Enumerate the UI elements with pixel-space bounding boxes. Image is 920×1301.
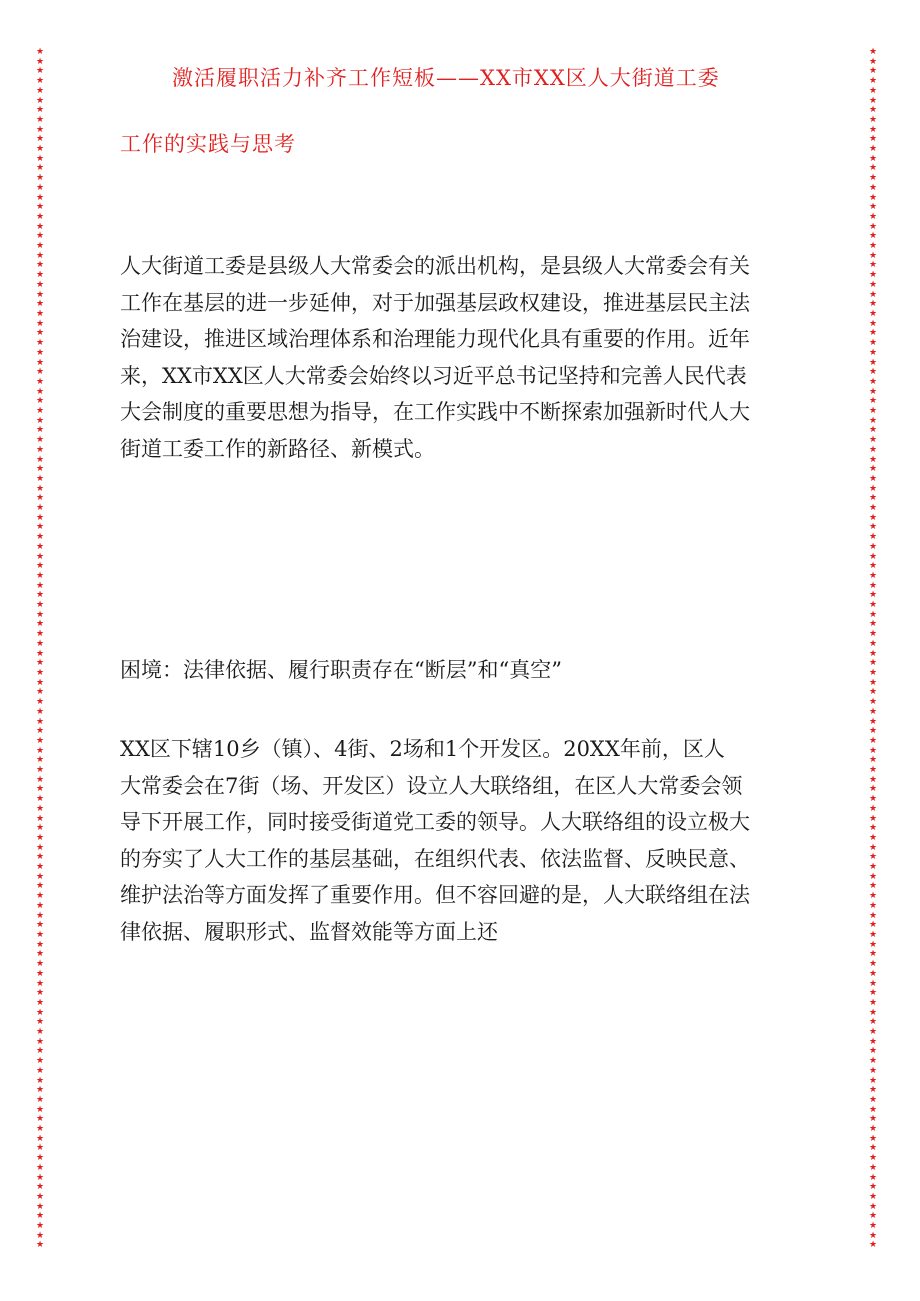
border-star-icon: ★ bbox=[35, 376, 45, 387]
border-star-icon: ★ bbox=[35, 483, 45, 494]
border-star-icon: ★ bbox=[868, 173, 878, 184]
border-star-icon: ★ bbox=[868, 503, 878, 514]
border-star-icon: ★ bbox=[35, 1036, 45, 1047]
border-star-icon: ★ bbox=[868, 823, 878, 834]
border-star-icon: ★ bbox=[868, 124, 878, 135]
border-star-icon: ★ bbox=[35, 95, 45, 106]
border-star-icon: ★ bbox=[868, 1036, 878, 1047]
border-star-icon: ★ bbox=[35, 415, 45, 426]
right-star-border bbox=[867, 48, 879, 1252]
border-star-icon: ★ bbox=[35, 299, 45, 310]
border-star-icon: ★ bbox=[868, 1221, 878, 1232]
border-star-icon: ★ bbox=[868, 76, 878, 87]
intro-paragraph bbox=[120, 248, 820, 467]
border-star-icon: ★ bbox=[868, 726, 878, 737]
border-star-icon: ★ bbox=[35, 1075, 45, 1086]
border-star-icon: ★ bbox=[35, 1124, 45, 1135]
border-star-icon: ★ bbox=[35, 1191, 45, 1202]
border-star-icon: ★ bbox=[35, 532, 45, 543]
border-star-icon: ★ bbox=[35, 803, 45, 814]
section-heading: 困境：法律依据、履行职责存在“断层”和“真空” bbox=[120, 658, 562, 682]
border-star-icon: ★ bbox=[35, 221, 45, 232]
border-star-icon: ★ bbox=[35, 629, 45, 640]
border-star-icon: ★ bbox=[35, 600, 45, 611]
border-star-icon: ★ bbox=[868, 706, 878, 717]
border-star-icon: ★ bbox=[35, 279, 45, 290]
border-star-icon: ★ bbox=[868, 590, 878, 601]
border-star-icon: ★ bbox=[868, 668, 878, 678]
border-star-icon: ★ bbox=[35, 308, 45, 319]
paragraph-line: 导下开展工作，同时接受街道党工委的领导。人大联络组的设立极大 bbox=[120, 810, 750, 834]
border-star-icon: ★ bbox=[868, 1046, 878, 1057]
border-star-icon: ★ bbox=[35, 726, 45, 737]
border-star-icon: ★ bbox=[35, 1133, 45, 1144]
border-star-icon: ★ bbox=[868, 308, 878, 319]
border-star-icon: ★ bbox=[35, 241, 45, 252]
border-star-icon: ★ bbox=[868, 105, 878, 116]
border-star-icon: ★ bbox=[868, 250, 878, 261]
border-star-icon: ★ bbox=[35, 609, 45, 620]
border-star-icon: ★ bbox=[868, 66, 878, 77]
border-star-icon: ★ bbox=[868, 1162, 878, 1173]
border-star-icon: ★ bbox=[868, 997, 878, 1008]
border-star-icon: ★ bbox=[35, 570, 45, 581]
border-star-icon: ★ bbox=[35, 978, 45, 989]
border-star-icon: ★ bbox=[868, 231, 878, 242]
border-star-icon: ★ bbox=[35, 580, 45, 591]
paragraph-line: 大会制度的重要思想为指导，在工作实践中不断探索加强新时代人大 bbox=[120, 400, 750, 424]
border-star-icon: ★ bbox=[868, 270, 878, 281]
paragraph-line: 人大街道工委是县级人大常委会的派出机构，是县级人大常委会有关 bbox=[120, 254, 750, 278]
border-star-icon: ★ bbox=[868, 1133, 878, 1144]
border-star-icon: ★ bbox=[868, 454, 878, 465]
border-star-icon: ★ bbox=[868, 202, 878, 213]
border-star-icon: ★ bbox=[868, 1211, 878, 1222]
border-star-icon: ★ bbox=[868, 949, 878, 960]
border-star-icon: ★ bbox=[35, 338, 45, 349]
border-star-icon: ★ bbox=[868, 716, 878, 727]
border-star-icon: ★ bbox=[35, 1162, 45, 1173]
document-title-line1: 激活履职活力补齐工作短板——XX市XX区人大街道工委 bbox=[172, 66, 720, 90]
border-star-icon: ★ bbox=[868, 328, 878, 339]
border-star-icon: ★ bbox=[35, 716, 45, 727]
border-star-icon: ★ bbox=[35, 1201, 45, 1212]
border-star-icon: ★ bbox=[868, 153, 878, 164]
border-star-icon: ★ bbox=[868, 551, 878, 562]
border-star-icon: ★ bbox=[868, 221, 878, 232]
border-star-icon: ★ bbox=[35, 910, 45, 921]
border-star-icon: ★ bbox=[35, 357, 45, 368]
border-star-icon: ★ bbox=[35, 144, 45, 155]
border-star-icon: ★ bbox=[868, 163, 878, 174]
border-star-icon: ★ bbox=[35, 328, 45, 339]
border-star-icon: ★ bbox=[35, 590, 45, 601]
border-star-icon: ★ bbox=[35, 619, 45, 630]
border-star-icon: ★ bbox=[868, 978, 878, 989]
border-star-icon: ★ bbox=[35, 1104, 45, 1115]
border-star-icon: ★ bbox=[868, 580, 878, 591]
border-star-icon: ★ bbox=[868, 1007, 878, 1018]
border-star-icon: ★ bbox=[35, 561, 45, 572]
border-star-icon: ★ bbox=[868, 260, 878, 271]
border-star-icon: ★ bbox=[35, 76, 45, 87]
border-star-icon: ★ bbox=[868, 134, 878, 145]
border-star-icon: ★ bbox=[868, 473, 878, 484]
border-star-icon: ★ bbox=[868, 357, 878, 368]
border-star-icon: ★ bbox=[868, 638, 878, 649]
body-paragraph bbox=[120, 731, 820, 950]
border-star-icon: ★ bbox=[868, 755, 878, 766]
border-star-icon: ★ bbox=[35, 1182, 45, 1193]
border-star-icon: ★ bbox=[35, 1027, 45, 1038]
paragraph-line: 工作在基层的进一步延伸，对于加强基层政权建设，推进基层民主法 bbox=[120, 290, 750, 315]
border-star-icon: ★ bbox=[35, 153, 45, 164]
border-star-icon: ★ bbox=[868, 1114, 878, 1125]
border-star-icon: ★ bbox=[868, 1104, 878, 1115]
border-star-icon: ★ bbox=[35, 900, 45, 911]
border-star-icon: ★ bbox=[35, 959, 45, 970]
border-star-icon: ★ bbox=[35, 862, 45, 873]
border-star-icon: ★ bbox=[35, 503, 45, 514]
border-star-icon: ★ bbox=[868, 435, 878, 446]
border-star-icon: ★ bbox=[868, 862, 878, 873]
border-star-icon: ★ bbox=[35, 1065, 45, 1076]
border-star-icon: ★ bbox=[868, 1075, 878, 1086]
border-star-icon: ★ bbox=[35, 968, 45, 979]
border-star-icon: ★ bbox=[35, 66, 45, 77]
border-star-icon: ★ bbox=[35, 473, 45, 484]
border-star-icon: ★ bbox=[868, 1094, 878, 1105]
border-star-icon: ★ bbox=[35, 1211, 45, 1222]
border-star-icon: ★ bbox=[35, 173, 45, 184]
border-star-icon: ★ bbox=[35, 114, 45, 125]
border-star-icon: ★ bbox=[35, 250, 45, 261]
border-star-icon: ★ bbox=[35, 871, 45, 882]
border-star-icon: ★ bbox=[35, 891, 45, 902]
border-star-icon: ★ bbox=[868, 803, 878, 814]
border-star-icon: ★ bbox=[35, 318, 45, 329]
border-star-icon: ★ bbox=[868, 619, 878, 630]
border-star-icon: ★ bbox=[868, 1143, 878, 1154]
border-star-icon: ★ bbox=[868, 784, 878, 795]
border-star-icon: ★ bbox=[868, 1172, 878, 1183]
border-star-icon: ★ bbox=[35, 735, 45, 746]
border-star-icon: ★ bbox=[35, 1046, 45, 1057]
border-star-icon: ★ bbox=[868, 1230, 878, 1241]
border-star-icon: ★ bbox=[868, 85, 878, 96]
border-star-icon: ★ bbox=[35, 347, 45, 358]
border-star-icon: ★ bbox=[35, 832, 45, 843]
border-star-icon: ★ bbox=[868, 241, 878, 252]
border-star-icon: ★ bbox=[35, 454, 45, 465]
border-star-icon: ★ bbox=[868, 852, 878, 863]
left-star-border bbox=[34, 48, 46, 1252]
border-star-icon: ★ bbox=[868, 289, 878, 300]
border-star-icon: ★ bbox=[35, 997, 45, 1008]
border-star-icon: ★ bbox=[35, 648, 45, 659]
border-star-icon: ★ bbox=[35, 85, 45, 96]
border-star-icon: ★ bbox=[35, 784, 45, 795]
border-star-icon: ★ bbox=[868, 794, 878, 805]
border-star-icon: ★ bbox=[35, 920, 45, 931]
border-star-icon: ★ bbox=[868, 658, 878, 669]
border-star-icon: ★ bbox=[868, 48, 878, 57]
paragraph-line: 维护法治等方面发挥了重要作用。但不容回避的是，人大联络组在法 bbox=[120, 883, 750, 907]
border-star-icon: ★ bbox=[35, 697, 45, 708]
border-star-icon: ★ bbox=[35, 406, 45, 417]
border-star-icon: ★ bbox=[868, 968, 878, 979]
border-star-icon: ★ bbox=[868, 182, 878, 193]
paragraph-line: 治建设，推进区域治理体系和治理能力现代化具有重要的作用。近年 bbox=[120, 327, 750, 351]
border-star-icon: ★ bbox=[868, 396, 878, 407]
border-star-icon: ★ bbox=[35, 425, 45, 436]
border-star-icon: ★ bbox=[868, 299, 878, 310]
border-star-icon: ★ bbox=[868, 629, 878, 640]
border-star-icon: ★ bbox=[35, 1230, 45, 1241]
border-star-icon: ★ bbox=[35, 677, 45, 688]
border-star-icon: ★ bbox=[35, 541, 45, 552]
border-star-icon: ★ bbox=[868, 279, 878, 290]
border-star-icon: ★ bbox=[868, 1085, 878, 1096]
border-star-icon: ★ bbox=[868, 774, 878, 785]
document-title-line2: 工作的实践与思考 bbox=[120, 132, 296, 156]
border-star-icon: ★ bbox=[35, 658, 45, 669]
border-star-icon: ★ bbox=[35, 1056, 45, 1067]
border-star-icon: ★ bbox=[868, 1065, 878, 1076]
border-star-icon: ★ bbox=[868, 211, 878, 222]
border-star-icon: ★ bbox=[868, 1240, 878, 1251]
border-star-icon: ★ bbox=[35, 367, 45, 378]
border-star-icon: ★ bbox=[35, 134, 45, 145]
border-star-icon: ★ bbox=[35, 745, 45, 756]
paragraph-line: 大常委会在7街（场、开发区）设立人大联络组，在区人大常委会领 bbox=[120, 773, 743, 798]
border-star-icon: ★ bbox=[868, 522, 878, 533]
border-star-icon: ★ bbox=[35, 774, 45, 785]
border-star-icon: ★ bbox=[35, 551, 45, 562]
border-star-icon: ★ bbox=[868, 532, 878, 543]
border-star-icon: ★ bbox=[35, 289, 45, 300]
border-star-icon: ★ bbox=[35, 444, 45, 455]
paragraph-line: 的夯实了人大工作的基层基础，在组织代表、依法监督、反映民意、 bbox=[120, 846, 750, 871]
border-star-icon: ★ bbox=[35, 182, 45, 193]
border-star-icon: ★ bbox=[35, 1240, 45, 1251]
border-star-icon: ★ bbox=[868, 677, 878, 688]
border-star-icon: ★ bbox=[35, 687, 45, 698]
border-star-icon: ★ bbox=[868, 561, 878, 572]
border-star-icon: ★ bbox=[868, 406, 878, 417]
border-star-icon: ★ bbox=[868, 415, 878, 426]
border-star-icon: ★ bbox=[35, 512, 45, 523]
border-star-icon: ★ bbox=[868, 376, 878, 387]
border-star-icon: ★ bbox=[868, 444, 878, 455]
border-star-icon: ★ bbox=[868, 959, 878, 970]
border-star-icon: ★ bbox=[35, 842, 45, 853]
border-star-icon: ★ bbox=[35, 929, 45, 940]
border-star-icon: ★ bbox=[868, 114, 878, 125]
border-star-icon: ★ bbox=[35, 794, 45, 805]
border-star-icon: ★ bbox=[868, 881, 878, 892]
border-star-icon: ★ bbox=[35, 852, 45, 863]
border-star-icon: ★ bbox=[868, 609, 878, 620]
border-star-icon: ★ bbox=[868, 832, 878, 843]
border-star-icon: ★ bbox=[35, 386, 45, 397]
border-star-icon: ★ bbox=[35, 638, 45, 649]
border-star-icon: ★ bbox=[35, 105, 45, 116]
border-star-icon: ★ bbox=[35, 1153, 45, 1164]
border-star-icon: ★ bbox=[35, 1094, 45, 1105]
border-star-icon: ★ bbox=[868, 386, 878, 397]
border-star-icon: ★ bbox=[868, 483, 878, 494]
border-star-icon: ★ bbox=[868, 765, 878, 776]
border-star-icon: ★ bbox=[35, 881, 45, 892]
border-star-icon: ★ bbox=[868, 144, 878, 155]
border-star-icon: ★ bbox=[868, 1201, 878, 1212]
border-star-icon: ★ bbox=[868, 1153, 878, 1164]
border-star-icon: ★ bbox=[868, 600, 878, 611]
border-star-icon: ★ bbox=[35, 939, 45, 950]
border-star-icon: ★ bbox=[868, 95, 878, 106]
border-star-icon: ★ bbox=[868, 493, 878, 504]
border-star-icon: ★ bbox=[868, 891, 878, 902]
border-star-icon: ★ bbox=[868, 1017, 878, 1028]
border-star-icon: ★ bbox=[868, 910, 878, 921]
border-star-icon: ★ bbox=[868, 988, 878, 999]
border-star-icon: ★ bbox=[35, 668, 45, 678]
border-star-icon: ★ bbox=[868, 338, 878, 349]
border-star-icon: ★ bbox=[35, 813, 45, 824]
border-star-icon: ★ bbox=[35, 765, 45, 776]
border-star-icon: ★ bbox=[35, 48, 45, 57]
border-star-icon: ★ bbox=[868, 1191, 878, 1202]
border-star-icon: ★ bbox=[35, 396, 45, 407]
border-star-icon: ★ bbox=[868, 570, 878, 581]
border-star-icon: ★ bbox=[868, 347, 878, 358]
border-star-icon: ★ bbox=[35, 435, 45, 446]
border-star-icon: ★ bbox=[35, 1017, 45, 1028]
border-star-icon: ★ bbox=[35, 124, 45, 135]
border-star-icon: ★ bbox=[35, 1007, 45, 1018]
border-star-icon: ★ bbox=[35, 706, 45, 717]
border-star-icon: ★ bbox=[868, 687, 878, 698]
border-star-icon: ★ bbox=[868, 1056, 878, 1067]
paragraph-line: 来，XX市XX区人大常委会始终以习近平总书记坚持和完善人民代表 bbox=[120, 363, 747, 388]
border-star-icon: ★ bbox=[35, 464, 45, 475]
border-star-icon: ★ bbox=[868, 192, 878, 203]
border-star-icon: ★ bbox=[868, 1182, 878, 1193]
border-star-icon: ★ bbox=[35, 755, 45, 766]
border-star-icon: ★ bbox=[868, 648, 878, 659]
border-star-icon: ★ bbox=[35, 163, 45, 174]
border-star-icon: ★ bbox=[868, 871, 878, 882]
border-star-icon: ★ bbox=[35, 949, 45, 960]
border-star-icon: ★ bbox=[868, 512, 878, 523]
border-star-icon: ★ bbox=[868, 842, 878, 853]
border-star-icon: ★ bbox=[35, 231, 45, 242]
border-star-icon: ★ bbox=[868, 541, 878, 552]
border-star-icon: ★ bbox=[35, 823, 45, 834]
border-star-icon: ★ bbox=[868, 318, 878, 329]
paragraph-line: 律依据、履职形式、监督效能等方面上还 bbox=[120, 919, 498, 944]
border-star-icon: ★ bbox=[35, 493, 45, 504]
border-star-icon: ★ bbox=[868, 735, 878, 746]
border-star-icon: ★ bbox=[35, 1221, 45, 1232]
border-star-icon: ★ bbox=[868, 367, 878, 378]
border-star-icon: ★ bbox=[35, 192, 45, 203]
border-star-icon: ★ bbox=[35, 988, 45, 999]
border-star-icon: ★ bbox=[868, 813, 878, 824]
border-star-icon: ★ bbox=[35, 211, 45, 222]
border-star-icon: ★ bbox=[35, 1114, 45, 1125]
border-star-icon: ★ bbox=[35, 270, 45, 281]
border-star-icon: ★ bbox=[868, 900, 878, 911]
border-star-icon: ★ bbox=[868, 920, 878, 931]
border-star-icon: ★ bbox=[868, 929, 878, 940]
border-star-icon: ★ bbox=[35, 1085, 45, 1096]
border-star-icon: ★ bbox=[35, 1143, 45, 1154]
paragraph-line: XX区下辖10乡（镇）、4街、2场和1个开发区。20XX年前，区人 bbox=[120, 737, 725, 761]
border-star-icon: ★ bbox=[868, 425, 878, 436]
border-star-icon: ★ bbox=[868, 939, 878, 950]
border-star-icon: ★ bbox=[868, 56, 878, 67]
border-star-icon: ★ bbox=[868, 745, 878, 756]
border-star-icon: ★ bbox=[868, 1027, 878, 1038]
border-star-icon: ★ bbox=[35, 522, 45, 533]
border-star-icon: ★ bbox=[868, 464, 878, 475]
border-star-icon: ★ bbox=[35, 260, 45, 271]
paragraph-line: 街道工委工作的新路径、新模式。 bbox=[120, 436, 435, 461]
border-star-icon: ★ bbox=[868, 697, 878, 708]
border-star-icon: ★ bbox=[35, 56, 45, 67]
border-star-icon: ★ bbox=[35, 202, 45, 213]
border-star-icon: ★ bbox=[35, 1172, 45, 1183]
border-star-icon: ★ bbox=[868, 1124, 878, 1135]
